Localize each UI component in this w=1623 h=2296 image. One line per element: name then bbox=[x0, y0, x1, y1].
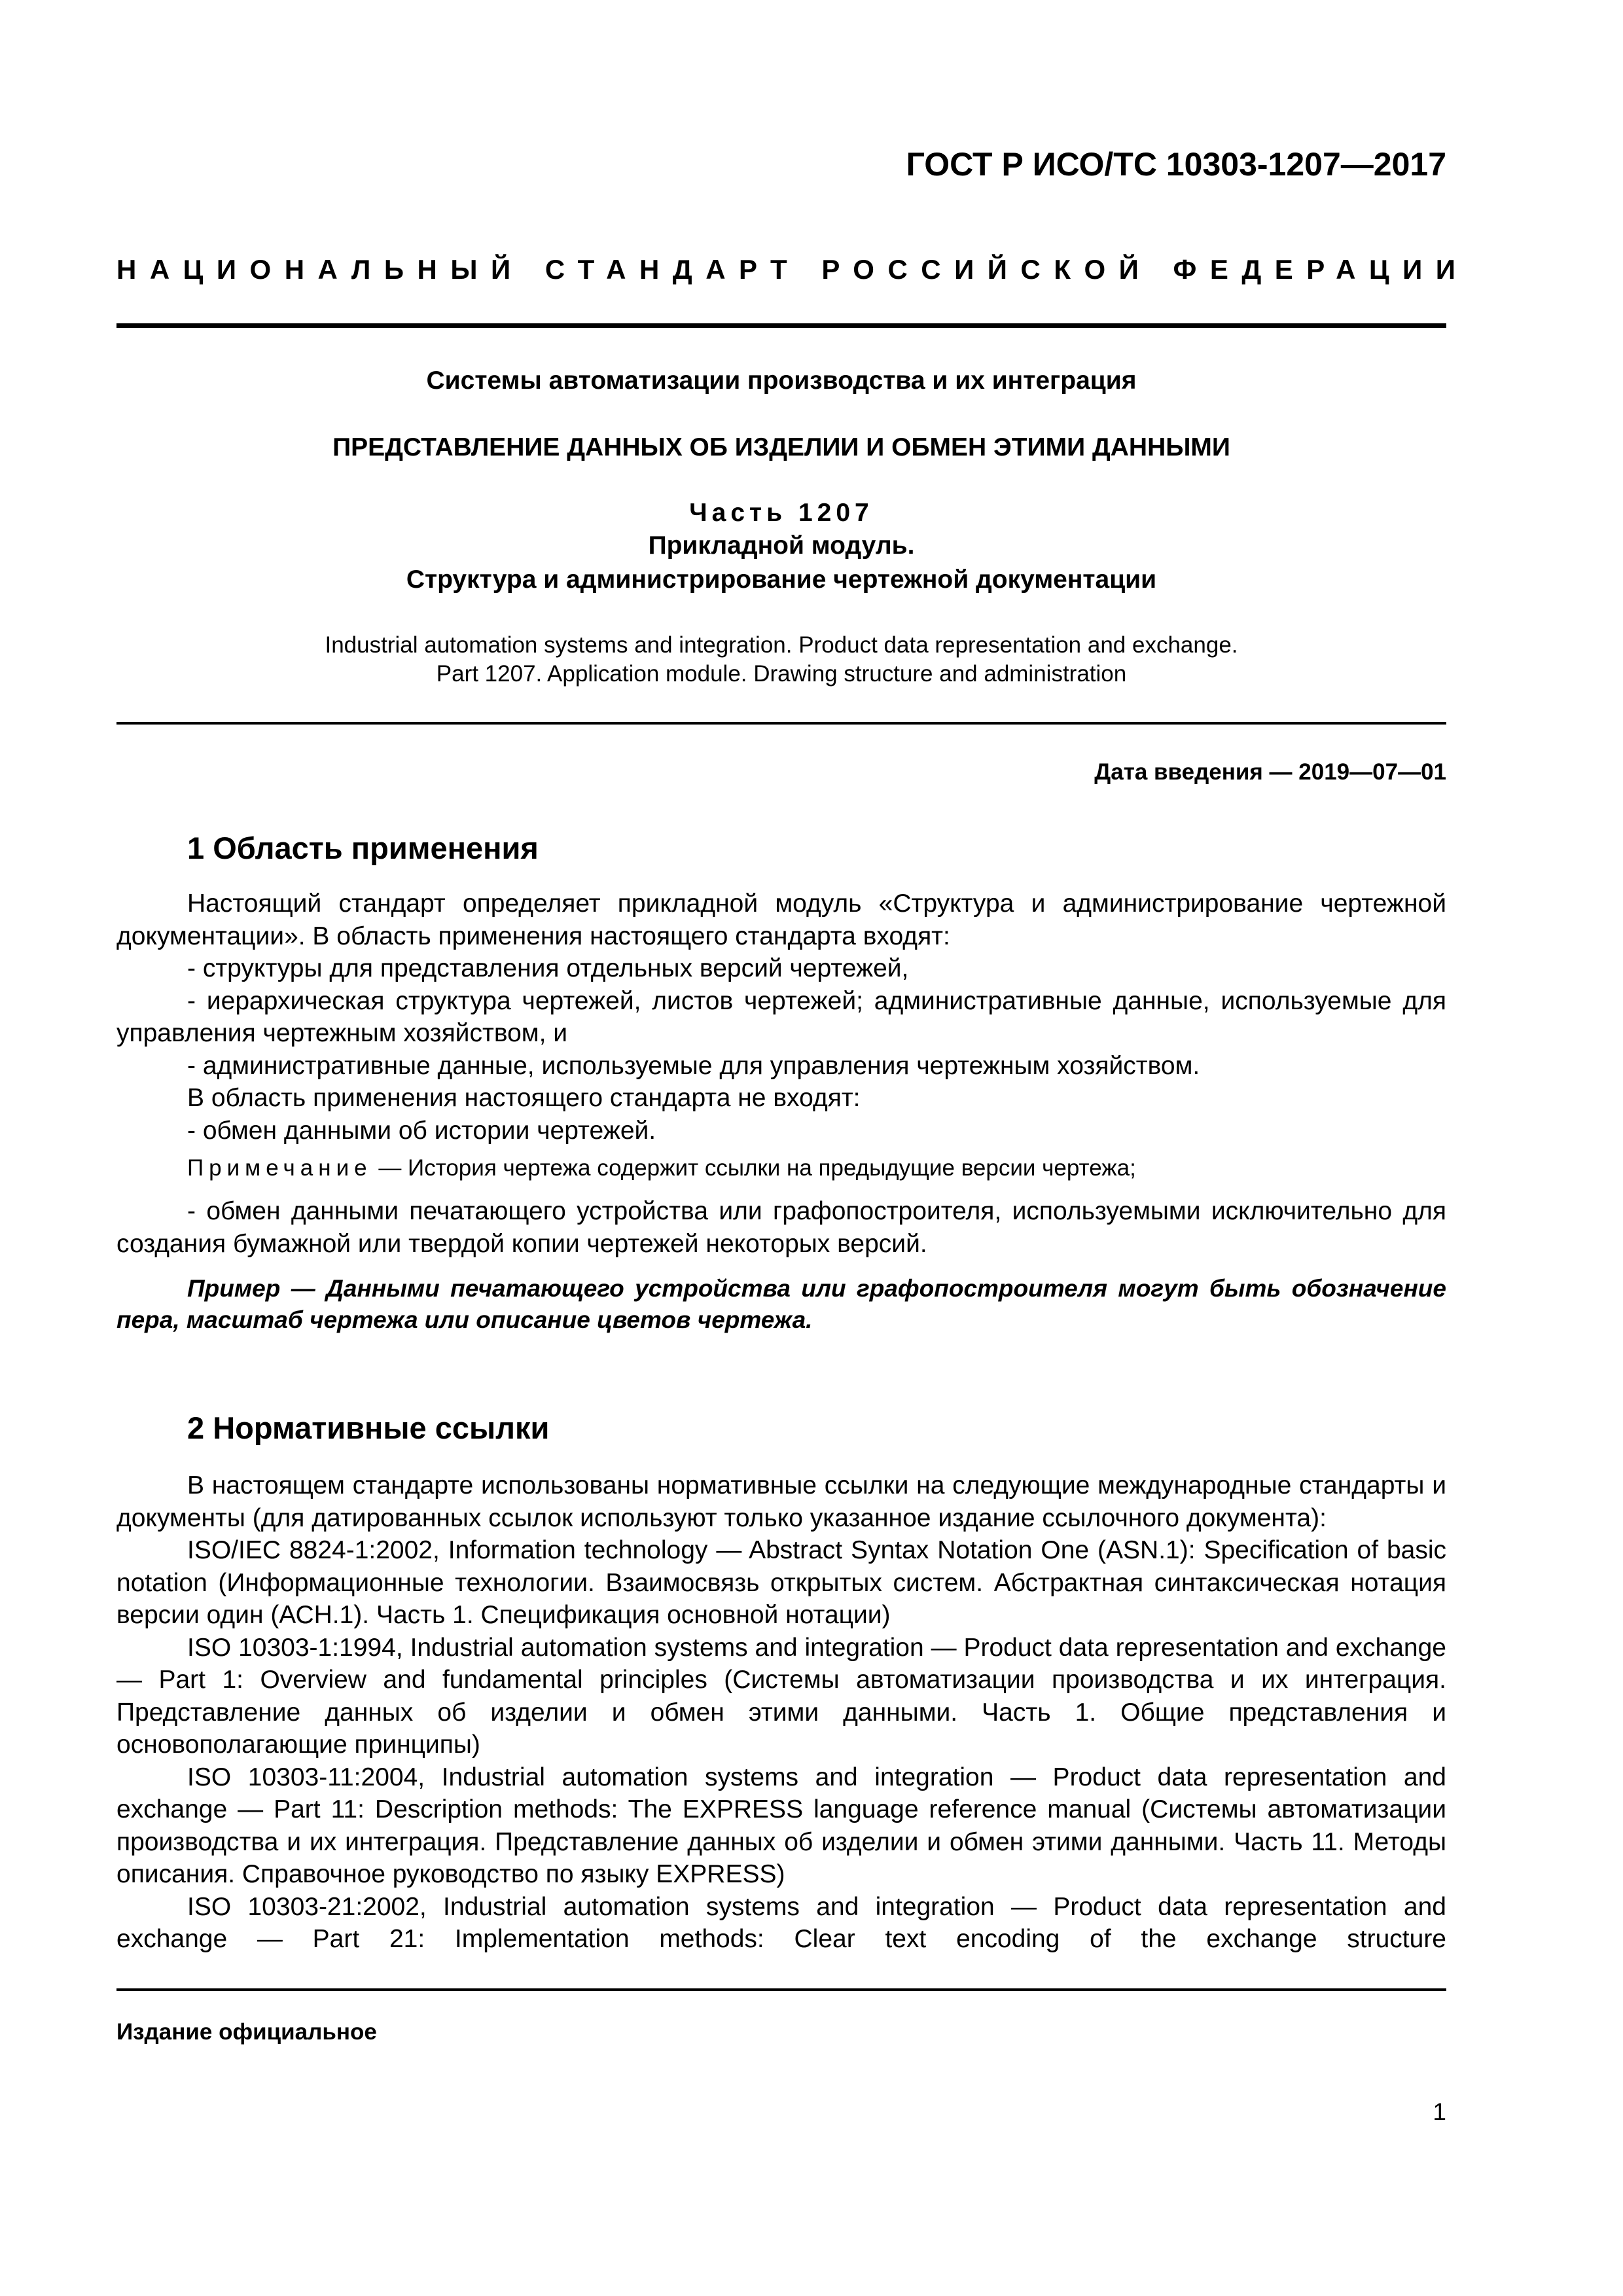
section-2-title: 2 Нормативные ссылки bbox=[187, 1410, 550, 1445]
header-divider bbox=[116, 323, 1446, 328]
title-main: ПРЕДСТАВЛЕНИЕ ДАННЫХ ОБ ИЗДЕЛИИ И ОБМЕН ЭТИМИ ДАННЫМИ bbox=[332, 433, 1230, 461]
title-part: Часть 1207 bbox=[689, 499, 874, 527]
section-1-paragraph: В область применения настоящего стандарта не входят: bbox=[187, 1084, 861, 1112]
section-2-paragraph: ISO 10303-21:2002, Industrial automation systems and integration — Product data representation and exchange — Part 21: Implementation methods: Clear text encoding of the exchange structure bbox=[116, 1892, 1446, 1953]
footer-divider bbox=[116, 1988, 1446, 1991]
section-1-paragraph: Настоящий стандарт определяет прикладной модуль «Структура и администрирование чертежной документации». В область применения настоящего стандарта входят: bbox=[116, 889, 1446, 950]
title-series: Системы автоматизации производства и их интеграция bbox=[426, 367, 1137, 395]
note bbox=[116, 1153, 1446, 1183]
introduction-date: Дата введения — 2019—07—01 bbox=[1094, 759, 1446, 785]
section-2-paragraph: ISO 10303-11:2004, Industrial automation systems and integration — Product data representation and exchange — Part 11: Description methods: The EXPRESS language reference manual (Системы автоматизации производства и их интеграция. Представление данных об изделии и обмен этими данными. Часть 11. Методы описания. Справочное руководство по языку EXPRESS) bbox=[116, 1763, 1446, 1888]
section-2-paragraph: ISO/IEC 8824-1:2002, Information technology — Abstract Syntax Notation One (ASN.1): Specification of basic notation (Информационные технологии. Взаимосвязь открытых систем. Абстрактная синтаксическая нотация версии один (АСН.1). Часть 1. Спецификация основной нотации) bbox=[116, 1536, 1446, 1629]
national-standard-heading: НАЦИОНАЛЬНЫЙ СТАНДАРТ РОССИЙСКОЙ ФЕДЕРАЦИИ bbox=[116, 254, 1469, 285]
title-module: Прикладной модуль. bbox=[648, 531, 915, 560]
note-label: Примечание bbox=[187, 1155, 372, 1181]
title-structure: Структура и администрирование чертежной документации bbox=[406, 565, 1157, 594]
section-1-body bbox=[116, 888, 1446, 1336]
title-english-line1: Industrial automation systems and integration. Product data representation and exchange. bbox=[325, 632, 1238, 658]
title-divider bbox=[116, 722, 1446, 725]
section-1-paragraph: - административные данные, используемые для управления чертежным хозяйством. bbox=[187, 1051, 1200, 1080]
section-2-body bbox=[116, 1469, 1446, 1956]
document-code: ГОСТ Р ИСО/ТС 10303-1207—2017 bbox=[906, 146, 1446, 183]
official-edition-label: Издание официальное bbox=[116, 2019, 377, 2045]
page-number: 1 bbox=[1433, 2098, 1446, 2125]
document-page bbox=[116, 0, 1469, 2296]
section-1-paragraph: - обмен данными печатающего устройства или графопостроителя, используемыми исключительно для создания бумажной или твердой копии чертежей некоторых версий. bbox=[116, 1197, 1446, 1258]
section-1-title: 1 Область применения bbox=[187, 831, 539, 865]
section-1-paragraph: - обмен данными об истории чертежей. bbox=[187, 1116, 656, 1145]
section-2-paragraph: В настоящем стандарте использованы нормативные ссылки на следующие международные стандарты и документы (для датированных ссылок используют только указанное издание ссылочного документа): bbox=[116, 1471, 1446, 1532]
section-1-paragraph: - иерархическая структура чертежей, листов чертежей; административные данные, используемые для управления чертежным хозяйством, и bbox=[116, 986, 1446, 1047]
title-english-line2: Part 1207. Application module. Drawing structure and administration bbox=[436, 661, 1127, 687]
section-2-paragraph: ISO 10303-1:1994, Industrial automation systems and integration — Product data representation and exchange — Part 1: Overview and fundamental principles (Системы автоматизации производства и их интеграция. Представление данных об изделии и обмен этими данными. Часть 1. Общие представления и основополагающие принципы) bbox=[116, 1633, 1446, 1759]
example: Пример — Данными печатающего устройства или графопостроителя могут быть обозначение пера, масштаб чертежа или описание цветов чертежа. bbox=[116, 1275, 1446, 1333]
note-text: — История чертежа содержит ссылки на предыдущие версии чертежа; bbox=[372, 1155, 1136, 1181]
section-1-paragraph: - структуры для представления отдельных версий чертежей, bbox=[187, 954, 909, 982]
